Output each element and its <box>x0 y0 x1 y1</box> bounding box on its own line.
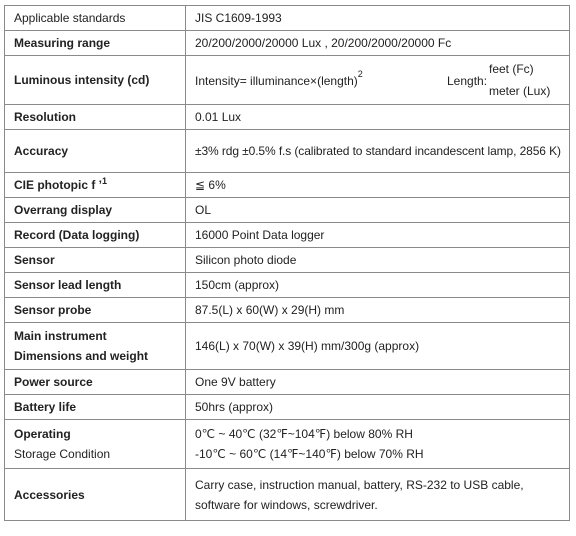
table-row <box>5 248 570 273</box>
length-unit-meter: meter (Lux) <box>489 84 551 98</box>
row-value-line: 0℃ ~ 40℃ (32℉~104℉) below 80% RH <box>195 427 413 441</box>
formula-text: Intensity= illuminance×(length) <box>195 74 358 88</box>
table-row <box>5 395 570 420</box>
row-value: ±3% rdg ±0.5% f.s (calibrated to standard incandescent lamp, 2856 K) <box>186 130 570 173</box>
row-value <box>186 469 570 521</box>
table-row <box>5 56 570 105</box>
row-value-line: Carry case, instruction manual, battery, RS-232 to USB cable, <box>195 477 524 492</box>
row-label: Sensor <box>5 248 186 273</box>
table-row <box>5 420 570 469</box>
row-value: 16000 Point Data logger <box>186 223 570 248</box>
table-row <box>5 105 570 130</box>
row-label-text: CIE photopic f ’ <box>14 178 102 192</box>
table-row <box>5 6 570 31</box>
row-value: 87.5(L) x 60(W) x 29(H) mm <box>186 298 570 323</box>
row-value <box>186 420 570 469</box>
formula-exponent: 2 <box>357 69 363 79</box>
table-row <box>5 173 570 198</box>
row-label <box>5 323 186 370</box>
row-label-line: Operating <box>14 427 71 441</box>
row-value <box>186 56 570 105</box>
table-row <box>5 469 570 521</box>
table-row <box>5 31 570 56</box>
row-label: Applicable standards <box>5 6 186 31</box>
row-label: Resolution <box>5 105 186 130</box>
row-label: Accessories <box>5 469 186 521</box>
row-label: Power source <box>5 370 186 395</box>
row-label: Measuring range <box>5 31 186 56</box>
row-value-line: -10℃ ~ 60℃ (14℉~140℉) below 70% RH <box>195 447 424 461</box>
row-label: Sensor probe <box>5 298 186 323</box>
table-row <box>5 370 570 395</box>
row-value: Silicon photo diode <box>186 248 570 273</box>
specifications-table <box>4 5 570 521</box>
label-superscript: 1 <box>102 176 108 186</box>
row-label <box>5 420 186 469</box>
row-value: 0.01 Lux <box>186 105 570 130</box>
table-row <box>5 298 570 323</box>
row-value: OL <box>186 198 570 223</box>
row-label: Battery life <box>5 395 186 420</box>
table-row <box>5 223 570 248</box>
length-unit-feet: feet (Fc) <box>489 62 534 76</box>
row-value: 50hrs (approx) <box>186 395 570 420</box>
table-row <box>5 198 570 223</box>
row-value: 20/200/2000/20000 Lux , 20/200/2000/20000 Fc <box>186 31 570 56</box>
row-value: One 9V battery <box>186 370 570 395</box>
table-row <box>5 273 570 298</box>
row-value: JIS C1609-1993 <box>186 6 570 31</box>
intensity-formula <box>195 71 363 91</box>
row-label: Record (Data logging) <box>5 223 186 248</box>
row-label: Accuracy <box>5 130 186 173</box>
row-label: Luminous intensity (cd) <box>5 56 186 105</box>
luminous-intensity-cell <box>195 59 560 101</box>
row-value-line: software for windows, screwdriver. <box>195 497 378 512</box>
row-label <box>5 173 186 198</box>
row-label: Overrang display <box>5 198 186 223</box>
row-label-line: Dimensions and weight <box>14 349 149 363</box>
row-label-line: Main instrument <box>14 329 107 343</box>
row-value: 150cm (approx) <box>186 273 570 298</box>
table-row <box>5 323 570 370</box>
table-row <box>5 130 570 173</box>
row-label: Sensor lead length <box>5 273 186 298</box>
length-label: Length: <box>447 74 488 88</box>
row-value: ≦ 6% <box>186 173 570 198</box>
row-label-line: Storage Condition <box>14 447 111 461</box>
row-value: 146(L) x 70(W) x 39(H) mm/300g (approx) <box>186 323 570 370</box>
